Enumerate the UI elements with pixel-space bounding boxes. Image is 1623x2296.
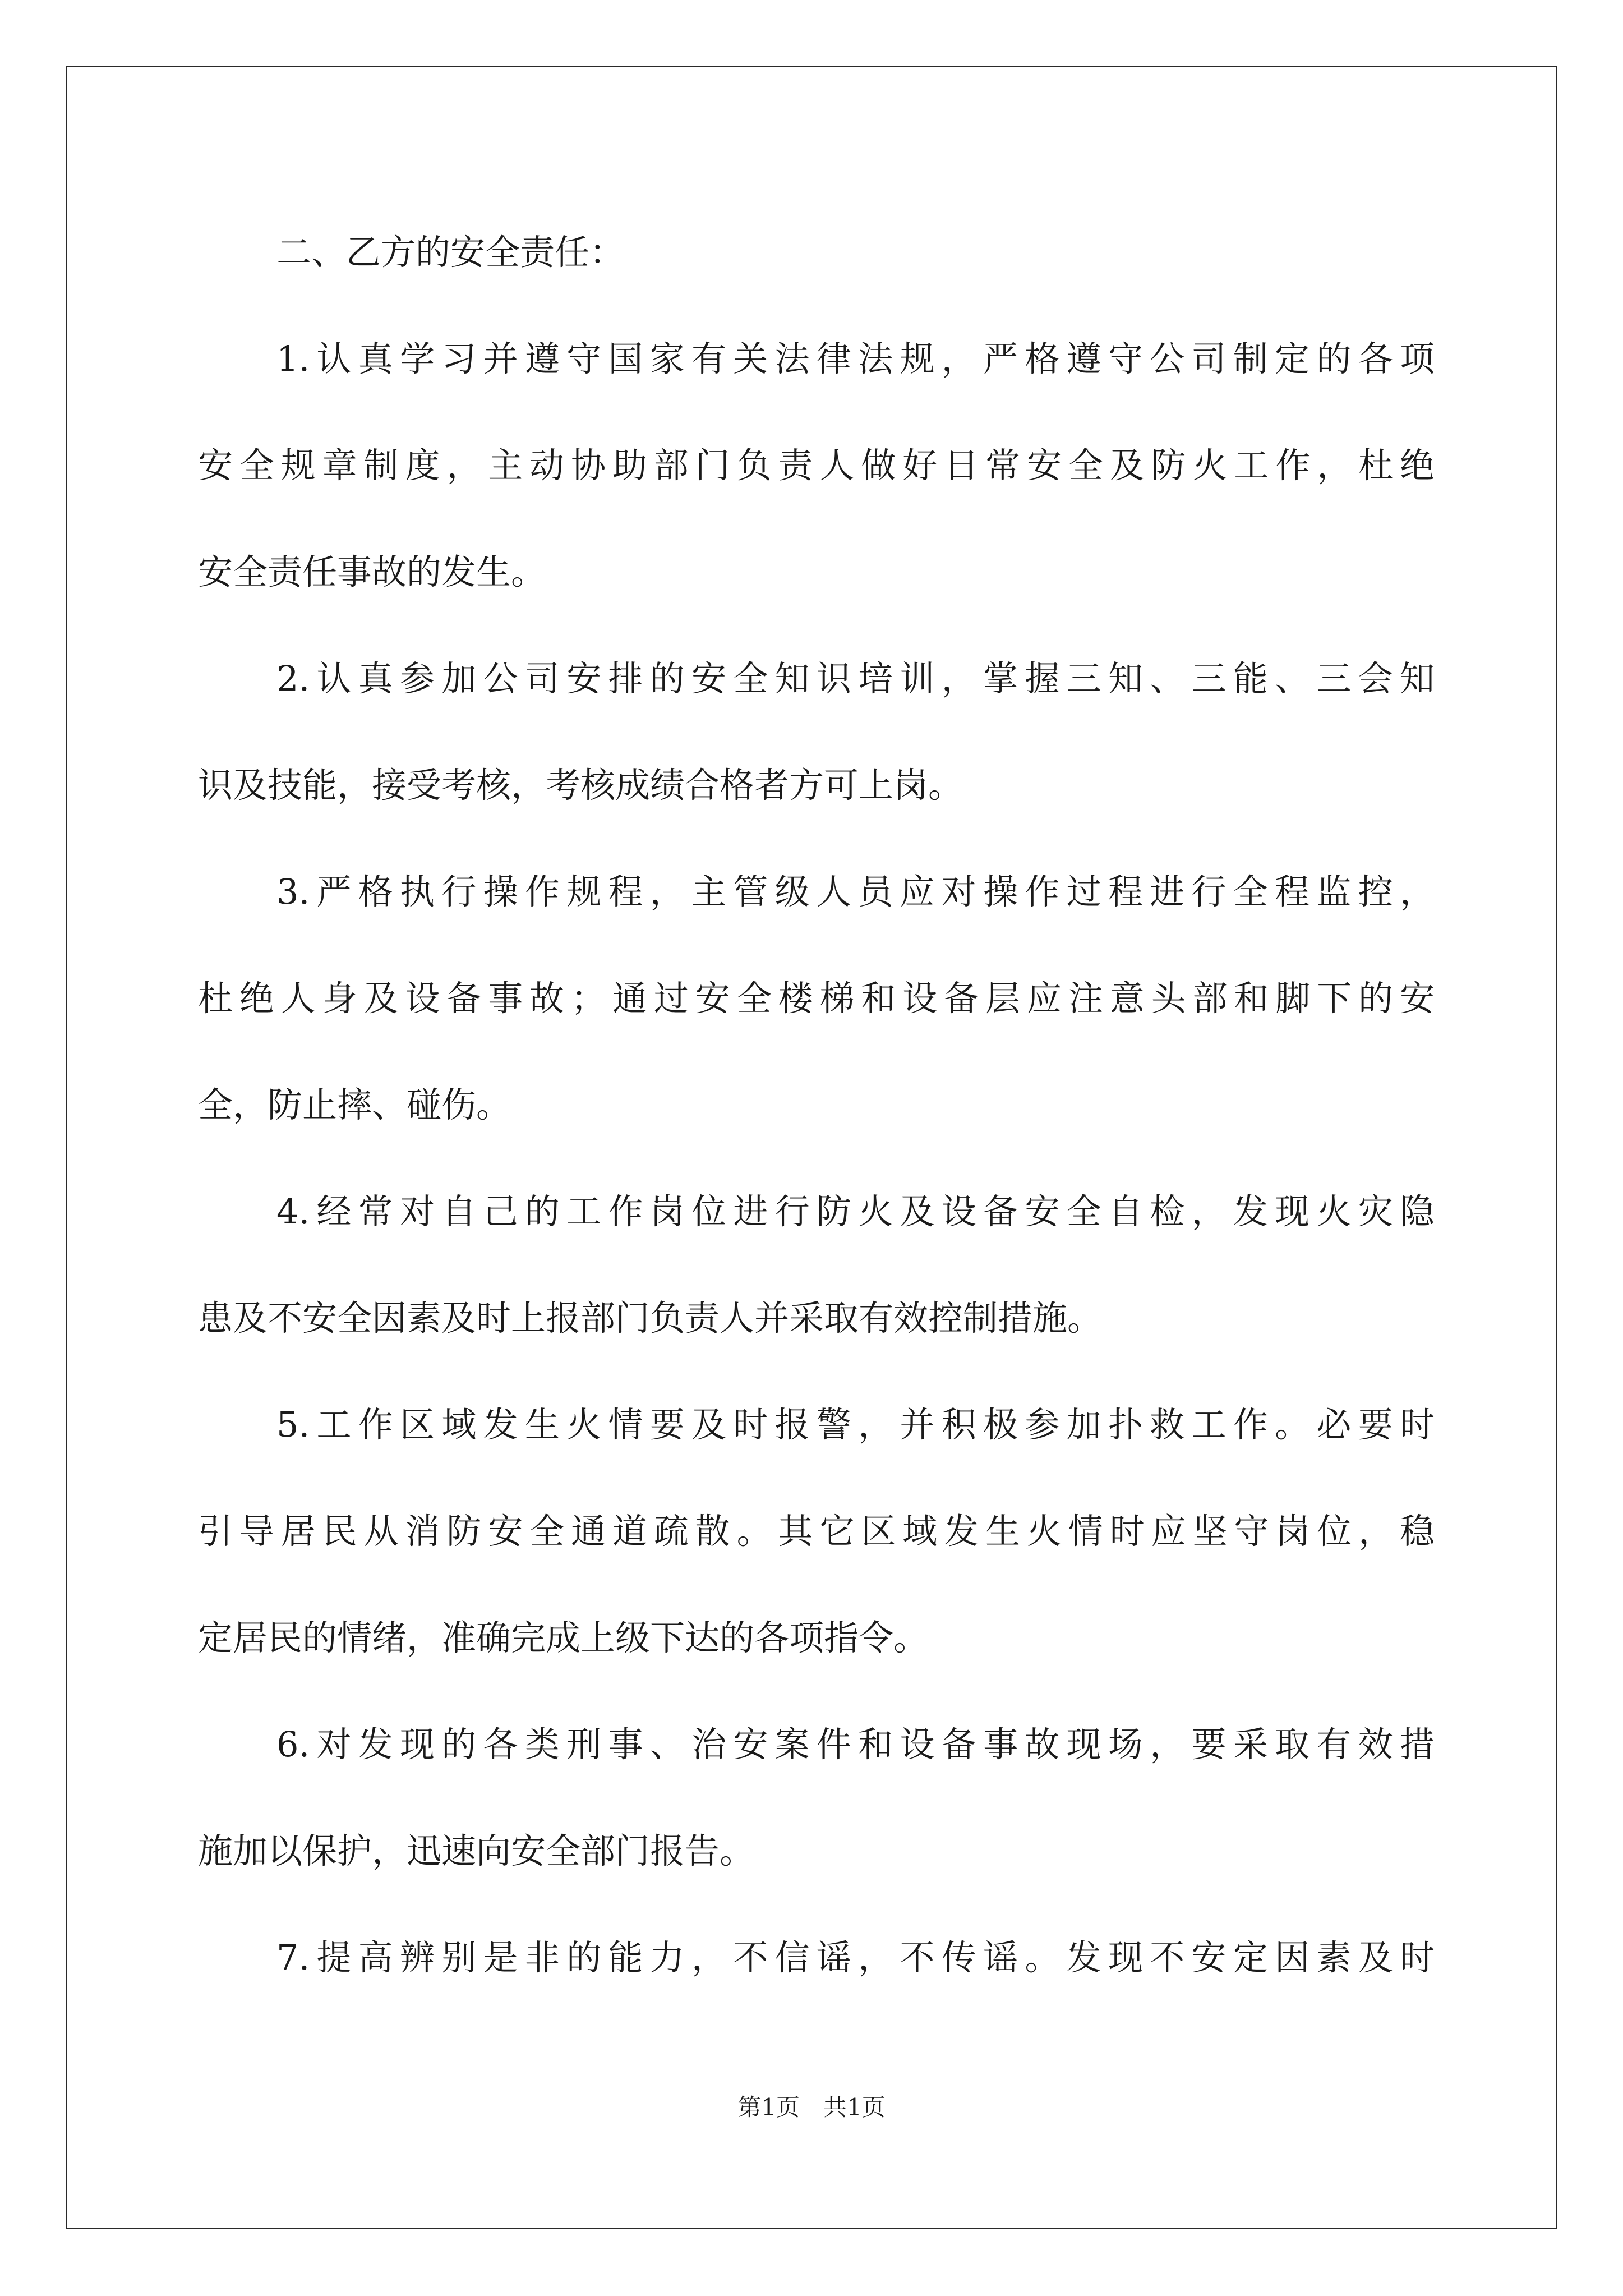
- section-heading: 二、乙方的安全责任：: [276, 232, 625, 273]
- clause-6-line-1: 6.对发现的各类刑事、治安案件和设备事故现场，要采取有效措: [276, 1724, 1435, 1765]
- clause-4-line-1: 4.经常对自己的工作岗位进行防火及设备安全自检，发现火灾隐: [276, 1191, 1435, 1232]
- clause-6-line-2: 施加以保护，迅速向安全部门报告。: [198, 1830, 755, 1871]
- clause-1-line-3: 安全责任事故的发生。: [198, 551, 546, 592]
- clause-5-line-1: 5.工作区域发生火情要及时报警，并积极参加扑救工作。必要时: [276, 1404, 1435, 1445]
- clause-5-line-2: 引导居民从消防安全通道疏散。其它区域发生火情时应坚守岗位，稳: [198, 1511, 1435, 1552]
- clause-3-line-1: 3.严格执行操作规程，主管级人员应对操作过程进行全程监控，: [276, 871, 1435, 912]
- page-number-footer: 第1页 共1页: [737, 2093, 886, 2121]
- clause-7-line-1: 7.提高辨别是非的能力，不信谣，不传谣。发现不安定因素及时: [276, 1937, 1435, 1978]
- clause-1-line-1: 1.认真学习并遵守国家有关法律法规，严格遵守公司制定的各项: [276, 338, 1435, 379]
- clause-5-line-3: 定居民的情绪，准确完成上级下达的各项指令。: [198, 1617, 929, 1658]
- clause-1-line-2: 安全规章制度，主动协助部门负责人做好日常安全及防火工作，杜绝: [198, 445, 1435, 486]
- clause-2-line-1: 2.认真参加公司安排的安全知识培训，掌握三知、三能、三会知: [276, 658, 1435, 699]
- page-border: [66, 66, 1557, 2229]
- clause-3-line-3: 全，防止摔、碰伤。: [198, 1084, 511, 1125]
- clause-3-line-2: 杜绝人身及设备事故；通过安全楼梯和设备层应注意头部和脚下的安: [198, 978, 1435, 1019]
- clause-2-line-2: 识及技能，接受考核，考核成绩合格者方可上岗。: [198, 765, 963, 806]
- clause-4-line-2: 患及不安全因素及时上报部门负责人并采取有效控制措施。: [198, 1297, 1103, 1338]
